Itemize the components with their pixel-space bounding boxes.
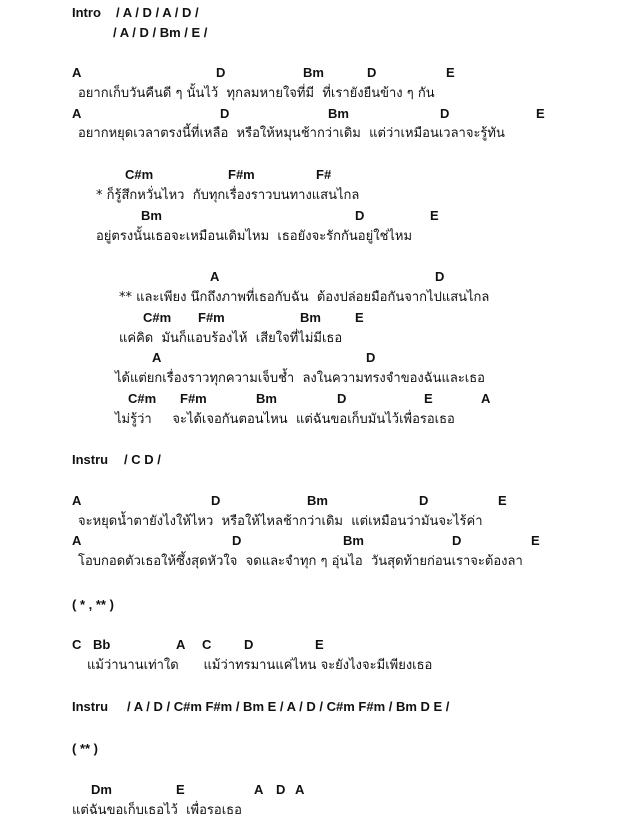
chord-symbol: E [531, 533, 540, 548]
chord-symbol: D [232, 533, 242, 548]
chord-symbol: F#m [180, 391, 207, 406]
instru1-label: Instru [72, 452, 109, 467]
chord-symbol: A [295, 782, 305, 797]
outro-lyric: แต่ฉันขอเก็บเธอไว้ เพื่อรอเธอ [72, 803, 242, 818]
chorus-lyric-4: ไม่รู้ว่า จะได้เจอกันตอนไหน แต่ฉันขอเก็บมันไว้เพื่อรอเธอ [115, 412, 455, 427]
chord-symbol: E [315, 637, 324, 652]
chord-symbol: D [419, 493, 429, 508]
chord-symbol: Bb [93, 637, 111, 652]
intro-chords-line-2: / A / D / Bm / E / [113, 25, 208, 40]
chorus-lyric-2: แค่คิด มันก็แอบร้องไห้ เสียใจที่ไม่มีเธอ [119, 331, 343, 346]
chord-symbol: A [72, 533, 82, 548]
chord-symbol: D [220, 106, 230, 121]
chord-symbol: Bm [141, 208, 162, 223]
chord-symbol: E [424, 391, 433, 406]
chord-symbol: A [176, 637, 186, 652]
repeat-marker-1: ( * , ** ) [72, 597, 114, 612]
chord-symbol: D [435, 269, 445, 284]
chord-symbol: A [152, 350, 162, 365]
chord-symbol: Dm [91, 782, 112, 797]
verse1-lyric-2: อยากหยุดเวลาตรงนี้ที่เหลือ หรือให้หมุนช้ากว่าเดิม แต่ว่าเหมือนเวลาจะรู้ทัน [78, 126, 505, 141]
chord-symbol: A [72, 65, 82, 80]
chord-symbol: A [72, 493, 82, 508]
chord-symbol: E [498, 493, 507, 508]
instru2-chords: / A / D / C#m F#m / Bm E / A / D / C#m F#m / Bm D E / [127, 699, 450, 714]
chorus-lyric-1: ** และเพียง นึกถึงภาพที่เธอกับฉัน ต้องปล่อยมือกันจากไปแสนไกล [119, 290, 490, 305]
chord-symbol: D [211, 493, 221, 508]
chord-symbol: Bm [300, 310, 321, 325]
repeat-marker-2: ( ** ) [72, 741, 98, 756]
instru1-chords: / C D / [124, 452, 161, 467]
chord-symbol: Bm [256, 391, 277, 406]
intro-label [72, 4, 101, 22]
intro-label-text: Intro [72, 5, 101, 20]
chord-symbol: E [355, 310, 364, 325]
chord-symbol: A [72, 106, 82, 121]
chord-symbol: E [176, 782, 185, 797]
chord-symbol: F#m [228, 167, 255, 182]
chord-symbol: D [366, 350, 376, 365]
chord-symbol: D [440, 106, 450, 121]
chord-symbol: C#m [128, 391, 157, 406]
pre-lyric-2: อยู่ตรงนั้นเธอจะเหมือนเดิมไหม เธอยังจะรักกันอยู่ใช่ไหม [96, 229, 413, 244]
chord-symbol: Bm [303, 65, 324, 80]
pre-lyric-1: * ก็รู้สึกหวั่นไหว กับทุกเรื่องราวบนทางแสนไกล [96, 188, 360, 203]
verse2-lyric-2: โอบกอดตัวเธอให้ซึ้งสุดหัวใจ จดและจำทุก ๆ อุ่นไอ วันสุดท้ายก่อนเราจะต้องลา [78, 554, 523, 569]
chord-symbol: Bm [343, 533, 364, 548]
chord-symbol: D [452, 533, 462, 548]
chorus-lyric-3: ได้แต่ยกเรื่องราวทุกความเจ็บช้ำ ลงในความทรงจำของฉันและเธอ [115, 371, 485, 386]
chord-symbol: E [446, 65, 455, 80]
chord-symbol: F# [316, 167, 332, 182]
chord-symbol: C#m [125, 167, 154, 182]
chord-symbol: A [481, 391, 491, 406]
chord-symbol: D [216, 65, 226, 80]
chord-symbol: C#m [143, 310, 172, 325]
chord-symbol: D [337, 391, 347, 406]
chord-symbol: C [72, 637, 82, 652]
instru2-label: Instru [72, 699, 109, 714]
chord-symbol: A [210, 269, 220, 284]
chord-symbol: D [367, 65, 377, 80]
chord-symbol: C [202, 637, 212, 652]
chord-symbol: D [355, 208, 365, 223]
verse1-lyric-1: อยากเก็บวันคืนดี ๆ นั้นไว้ ทุกลมหายใจที่มี ที่เรายังยืนข้าง ๆ กัน [78, 86, 435, 101]
bridge-lyric: แม้ว่านานเท่าใด แม้ว่าทรมานแค่ไหน จะยังไงจะมีเพียงเธอ [87, 658, 433, 673]
intro-chords-line-1: / A / D / A / D / [116, 5, 199, 20]
verse2-lyric-1: จะหยุดน้ำตายังไงให้ไหว หรือให้ไหลช้ากว่าเดิม แต่เหมือนว่ามันจะไร้ค่า [78, 514, 483, 529]
chord-symbol: Bm [307, 493, 328, 508]
chord-symbol: A [254, 782, 264, 797]
chord-symbol: D [244, 637, 254, 652]
chord-symbol: E [430, 208, 439, 223]
chord-symbol: F#m [198, 310, 225, 325]
chord-symbol: Bm [328, 106, 349, 121]
chord-symbol: E [536, 106, 545, 121]
chord-symbol: D [276, 782, 286, 797]
